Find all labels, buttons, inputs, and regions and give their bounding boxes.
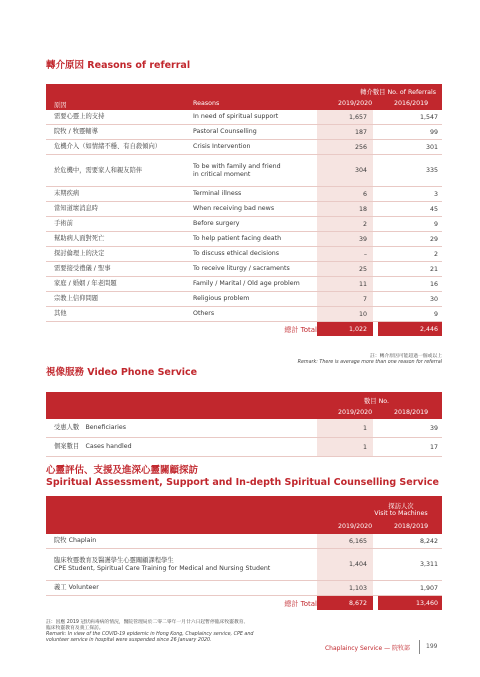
row-label-cn: 手術前 xyxy=(54,220,73,227)
referral-total-label: 總計 Total xyxy=(284,326,317,334)
row-value-year-2: 8,242 xyxy=(419,537,438,545)
video-table xyxy=(46,392,442,457)
referral-row xyxy=(46,292,442,307)
spiritual-remark-en-1: Remark: In view of the COVID-19 epidemic in Hong Kong, Chaplaincy service, CPE and xyxy=(46,632,254,637)
row-label-en: Before surgery xyxy=(193,220,240,227)
referral-total-year-1: 1,022 xyxy=(348,325,367,333)
row-value-year-1: 7 xyxy=(362,295,367,303)
spiritual-remark-cn-2: 臨床牧靈教育及義工探訪。 xyxy=(46,626,104,631)
row-value-year-1: 39 xyxy=(358,235,367,243)
referral-row xyxy=(46,262,442,277)
spiritual-title-en: Spiritual Assessment, Support and In-depth Spiritual Counselling Service xyxy=(46,477,439,488)
row-label-cn: 於危機中，需要家人和親友陪伴 xyxy=(54,166,143,174)
row-value-year-1: 1,657 xyxy=(348,113,367,121)
row-label-cn: 危機介入（如情緒不穩、有自殺傾向） xyxy=(54,143,162,150)
row-value-year-2: 16 xyxy=(429,280,438,288)
referral-row xyxy=(46,307,442,322)
row-value-year-2: 21 xyxy=(429,265,438,273)
referral-row xyxy=(46,140,442,155)
row-label-en: Family / Marital / Old age problem xyxy=(193,280,300,287)
row-label-en: To receive liturgy / sacraments xyxy=(193,265,290,272)
row-value-year-1: 1 xyxy=(362,424,367,432)
spiritual-total-year-2: 13,460 xyxy=(415,599,438,607)
row-label-en: To be with family and friend in critical moment xyxy=(193,162,281,178)
header-year-2: 2016/2019 xyxy=(394,100,429,107)
row-value-year-1: 1,103 xyxy=(348,584,367,592)
row-label-cn: 個案數目 Cases handled xyxy=(54,443,132,450)
row-label-cn: 院牧 / 牧靈輔導 xyxy=(54,128,98,135)
row-value-year-2: 29 xyxy=(429,235,438,243)
row-label-en: Terminal illness xyxy=(193,190,242,197)
row-label-en: Crisis Intervention xyxy=(193,143,251,150)
row-value-year-1: 6 xyxy=(362,190,367,198)
row-value-year-1: 25 xyxy=(358,265,367,273)
row-value-year-2: 1,547 xyxy=(419,113,438,121)
row-label-cn: 受惠人數 Beneficiaries xyxy=(54,424,127,431)
video-table-header xyxy=(46,392,442,419)
row-label-cn: 義工 Volunteer xyxy=(54,584,99,591)
row-value-year-2: 17 xyxy=(429,443,438,451)
video-header-year-2: 2018/2019 xyxy=(394,409,429,416)
referral-remark-en: Remark: There is average more than one reason for referral xyxy=(297,360,442,365)
referral-row xyxy=(46,202,442,217)
spiritual-remark-cn-1: 註：因應 2019 冠狀病毒病的情況，醫院管理局於二零二零年一月廿六日起暫停臨床牧靈教育、 xyxy=(46,620,249,625)
footer-section-name: Chaplaincy Service — 院牧部 xyxy=(324,645,410,652)
row-value-year-1: 1 xyxy=(362,443,367,451)
video-title: 視像服務 Video Phone Service xyxy=(46,367,198,378)
spiritual-header-year-1: 2019/2020 xyxy=(338,523,373,530)
header-referral-count: 轉介數目 No. of Referrals xyxy=(360,89,436,96)
referral-table-header xyxy=(46,84,442,110)
row-label-cn: 需要接受禮儀 / 聖事 xyxy=(54,265,111,272)
referral-row xyxy=(46,110,442,125)
referral-remark-cn: 註：轉介原因可能超過一個或以上 xyxy=(370,354,442,359)
header-reason-en: Reasons xyxy=(193,100,220,107)
header-reason-cn: 原因 xyxy=(54,102,67,109)
referral-row xyxy=(46,155,442,187)
row-label-cn: 其他 xyxy=(54,310,67,317)
row-value-year-1: 187 xyxy=(354,128,367,136)
referral-row xyxy=(46,125,442,140)
spiritual-header-year-2: 2018/2019 xyxy=(394,523,429,530)
spiritual-row xyxy=(46,534,442,549)
row-label-en: To discuss ethical decisions xyxy=(193,250,280,257)
row-label-en: To help patient facing death xyxy=(193,235,282,242)
video-header-year-1: 2019/2020 xyxy=(338,409,373,416)
row-value-year-1: 6,165 xyxy=(348,537,367,545)
row-value-year-2: 3 xyxy=(433,190,438,198)
row-label-cn: 臨床牧靈教育及醫護學生心靈關顧課程學生 CPE Student, Spiritual Care Training for Medical and Nursing Student xyxy=(54,556,271,572)
row-value-year-1: 18 xyxy=(358,205,367,213)
referral-row xyxy=(46,187,442,202)
row-label-en: Others xyxy=(193,310,215,317)
row-label-cn: 院牧 Chaplain xyxy=(54,537,97,544)
spiritual-row xyxy=(46,581,442,596)
row-value-year-2: 30 xyxy=(429,295,438,303)
row-value-year-1: 1,404 xyxy=(348,561,367,568)
spiritual-row xyxy=(46,549,442,581)
referral-total-row xyxy=(46,322,442,336)
footer-divider xyxy=(419,640,420,654)
row-label-cn: 探討倫理上的決定 xyxy=(54,250,105,257)
video-row xyxy=(46,438,442,457)
row-label-cn: 需要心靈上的支持 xyxy=(54,113,105,120)
row-label-en: When receiving bad news xyxy=(193,205,275,212)
header-year-1: 2019/2020 xyxy=(338,100,373,107)
spiritual-total-label: 總計 Total xyxy=(284,600,317,608)
referral-row xyxy=(46,247,442,262)
referral-row xyxy=(46,232,442,247)
row-value-year-2: 45 xyxy=(429,205,438,213)
referral-remark xyxy=(298,354,442,366)
row-label-en: Religious problem xyxy=(193,295,250,302)
video-header-count: 數目 No. xyxy=(364,398,390,405)
spiritual-title-cn: 心靈評估、支援及進深心靈關顧探訪 xyxy=(46,465,199,476)
row-value-year-2: 335 xyxy=(425,167,438,174)
row-label-cn: 宗教上信仰問題 xyxy=(54,295,99,302)
spiritual-header-cn: 探訪人次 xyxy=(388,503,414,510)
spiritual-table xyxy=(46,496,442,610)
spiritual-header-en: Visit to Machines xyxy=(374,510,428,517)
row-value-year-2: 3,311 xyxy=(419,561,438,568)
row-label-cn: 家庭 / 婚姻 / 年老問題 xyxy=(54,280,117,287)
row-label-cn: 當知道壞消息時 xyxy=(54,205,99,212)
referral-table xyxy=(46,84,442,336)
row-label-en: Pastoral Counselling xyxy=(193,128,257,135)
row-label-cn: 幫助病人面對死亡 xyxy=(54,235,105,242)
row-label-cn: 末期疾病 xyxy=(54,190,80,197)
referral-title: 轉介原因 Reasons of referral xyxy=(46,60,191,71)
row-value-year-1: 256 xyxy=(354,143,367,151)
spiritual-remark-en-2: volunteer service in hospital were suspended since 26 January 2020. xyxy=(46,638,212,643)
spiritual-total-year-1: 8,672 xyxy=(348,599,367,607)
spiritual-remark xyxy=(46,620,253,644)
referral-row xyxy=(46,217,442,232)
row-value-year-2: 9 xyxy=(433,310,438,318)
spiritual-table-header xyxy=(46,496,442,534)
row-value-year-2: 1,907 xyxy=(419,584,438,592)
footer-page-number: 199 xyxy=(426,643,438,650)
row-value-year-1: 304 xyxy=(354,167,367,174)
row-value-year-1: 10 xyxy=(358,310,367,318)
referral-row xyxy=(46,277,442,292)
row-value-year-2: 9 xyxy=(433,220,438,228)
row-value-year-2: 2 xyxy=(433,250,438,258)
spiritual-total-row xyxy=(46,596,442,610)
row-value-year-1: 2 xyxy=(362,220,367,228)
video-row xyxy=(46,419,442,438)
row-value-year-2: 301 xyxy=(425,143,438,151)
referral-total-year-2: 2,446 xyxy=(419,325,438,333)
row-value-year-2: 99 xyxy=(429,128,438,136)
row-label-en: In need of spiritual support xyxy=(193,113,279,120)
row-value-year-1: – xyxy=(363,250,367,258)
row-value-year-1: 11 xyxy=(358,280,367,288)
row-value-year-2: 39 xyxy=(429,424,438,432)
